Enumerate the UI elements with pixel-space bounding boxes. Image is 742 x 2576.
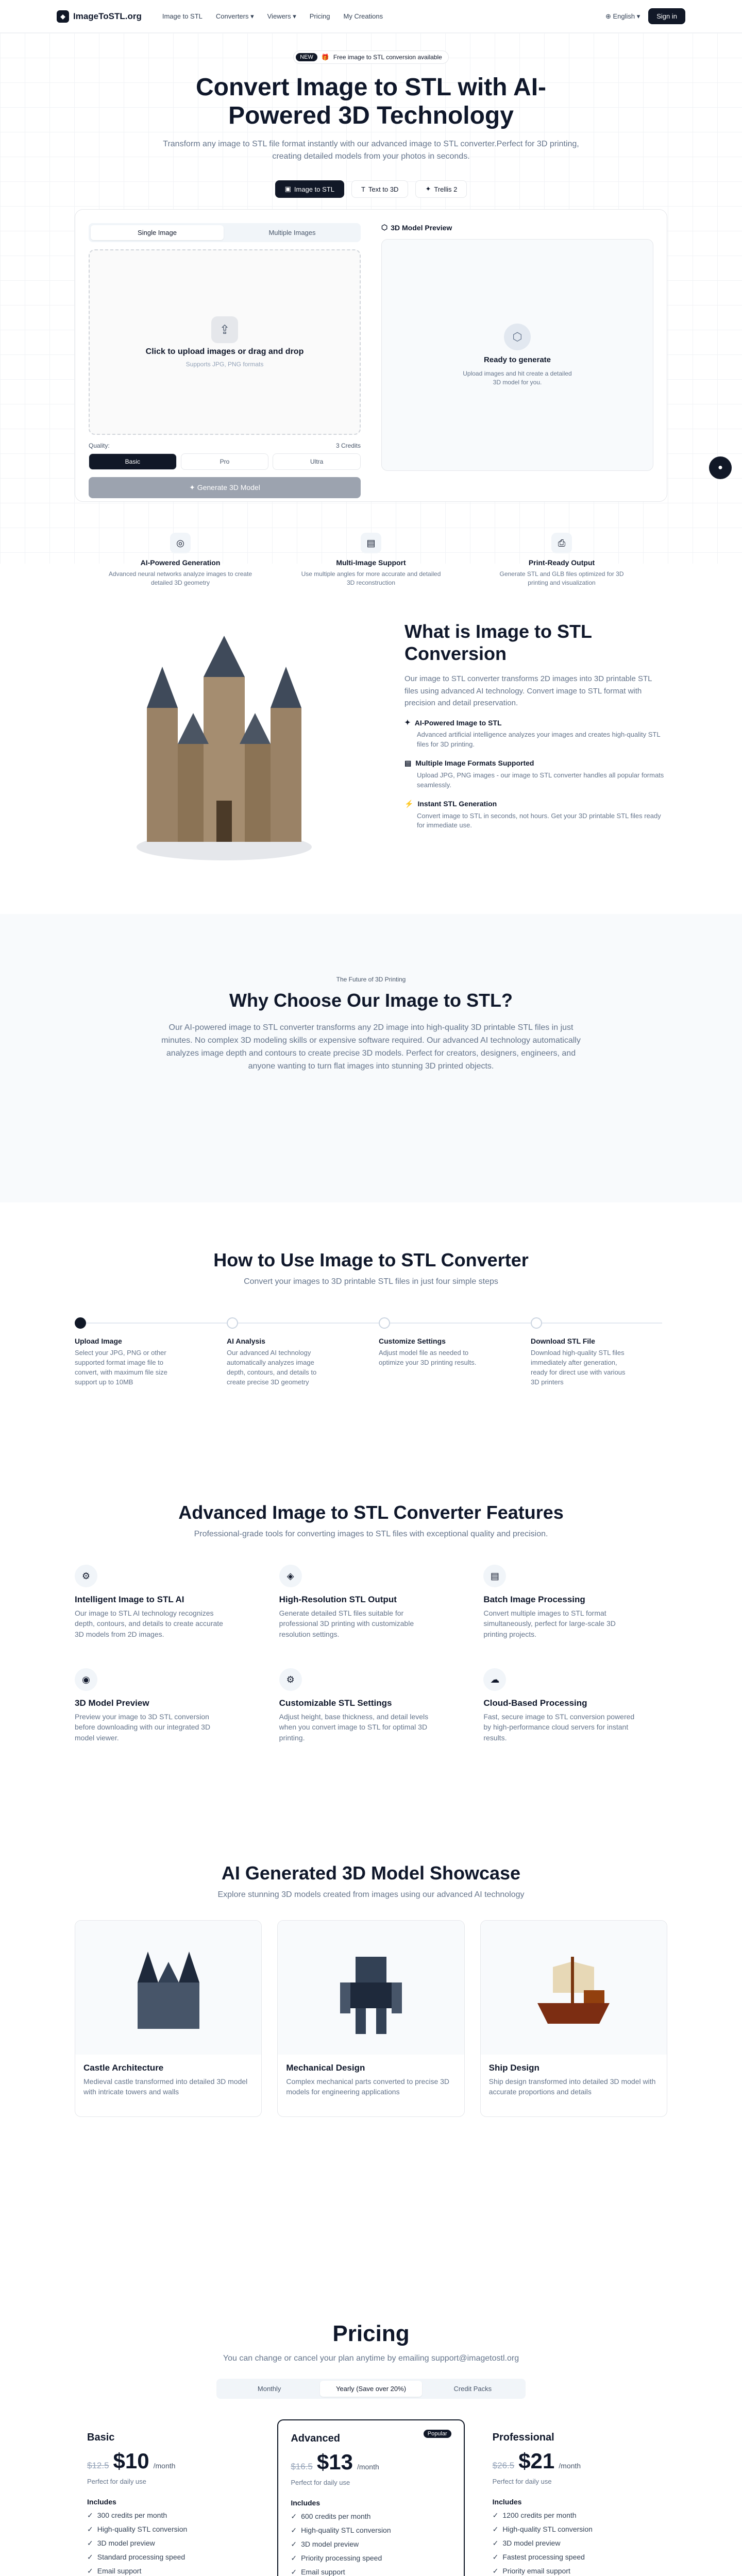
text-icon: T — [361, 185, 365, 193]
why-section — [0, 914, 742, 1202]
step-dot — [75, 1317, 86, 1329]
check-icon: ✓ — [291, 2526, 297, 2534]
ready-subtitle: Upload images and hit create a detailed 3D model for you. — [463, 370, 572, 386]
quality-pro[interactable]: Pro — [181, 453, 269, 470]
sign-in-button[interactable]: Sign in — [648, 8, 685, 24]
batch-icon: ▤ — [483, 1565, 506, 1587]
plan-card-professional: Professional $26.5 $21 /month Perfect for daily use Includes ✓ 1200 credits per month ✓ High-quality STL conversion ✓ 3D model preview ✓ Fastest processing speed ✓ Priority email support — [492, 2431, 593, 2575]
nav-link-converters[interactable]: Converters ▾ — [215, 12, 254, 20]
features-section — [0, 1491, 742, 1862]
step-download: Download STL File Download high-quality STL files immediately after generation, ready for direct use with various 3D printers — [531, 1317, 667, 1387]
preview-title: 3D Model Preview — [391, 223, 452, 232]
how-section — [0, 1202, 742, 1491]
what-body: Our image to STL converter transforms 2D images into 3D printable STL files using advanced AI technology. Convert image to STL format with precision and detail preservation. — [404, 674, 652, 707]
globe-icon: ⊕ — [605, 12, 611, 20]
check-icon: ✓ — [87, 2538, 93, 2547]
new-tag: NEW — [296, 53, 317, 61]
quality-basic[interactable]: Basic — [89, 453, 177, 470]
feature-card: ⚙ Intelligent Image to STL AI Our image to STL AI technology recognizes depth, contours, and details to create accurate 3D models from 2D images. — [75, 1565, 259, 1639]
hero-section — [0, 33, 742, 587]
what-is-section — [75, 564, 667, 914]
tab-yearly[interactable]: Yearly (Save over 20%) — [320, 2381, 421, 2397]
why-kicker: The Future of 3D Printing — [336, 976, 406, 983]
step-upload: Upload Image Select your JPG, PNG or other supported format image file to convert, with maximum file size support up to 10MB — [75, 1317, 211, 1387]
upload-image-icon: ⇪ — [211, 316, 238, 343]
nav-link-viewers[interactable]: Viewers ▾ — [267, 12, 296, 20]
dropzone-subtitle: Supports JPG, PNG formats — [185, 361, 264, 368]
ship-model-thumbnail — [481, 1921, 667, 2055]
model-preview-panel — [381, 239, 653, 471]
check-icon: ✓ — [291, 2512, 297, 2520]
tab-text-to-3d[interactable]: T Text to 3D — [351, 180, 408, 198]
what-item: ⚡ Instant STL Generation Convert image to STL in seconds, not hours. Get your 3D printable STL files ready for immediate use. — [404, 799, 661, 829]
what-title: What is Image to STL Conversion — [404, 621, 592, 665]
check-icon: ✓ — [87, 2524, 93, 2533]
check-icon: ✓ — [87, 2566, 93, 2575]
check-icon: ✓ — [291, 2539, 297, 2548]
check-icon: ✓ — [492, 2524, 499, 2533]
check-icon: ✓ — [492, 2511, 499, 2519]
feature-card: ☁ Cloud-Based Processing Fast, secure image to STL conversion powered by high-performance cloud servers for instant results. — [483, 1668, 667, 1743]
step-customize: Customize Settings Adjust model file as needed to optimize your 3D printing results. — [379, 1317, 515, 1387]
quality-label: Quality: — [89, 442, 110, 450]
settings-icon: ⚙ — [279, 1668, 302, 1691]
step-dot — [227, 1317, 238, 1329]
check-icon: ✓ — [492, 2538, 499, 2547]
plan-card-advanced: Popular Advanced $16.5 $13 /month Perfect for daily use Includes ✓ 600 credits per month ✓ High-quality STL conversion ✓ 3D model preview ✓ Priority processing speed ✓ Email support — [277, 2419, 464, 2576]
why-title: Why Choose Our Image to STL? — [229, 990, 513, 1011]
tab-multiple-images[interactable]: Multiple Images — [268, 229, 316, 237]
nav-link-pricing[interactable]: Pricing — [309, 12, 330, 20]
credits-label: 3 Credits — [335, 442, 361, 450]
plan-card-basic: Basic $12.5 $10 /month Perfect for daily use Includes ✓ 300 credits per month ✓ High-quality STL conversion ✓ 3D model preview ✓ Standard processing speed ✓ Email support — [87, 2431, 188, 2575]
feature-card: ◈ High-Resolution STL Output Generate detailed STL files suitable for professional 3D printing with customizable resolution settings. — [279, 1565, 463, 1639]
feature-multi-image: ▤ Multi-Image Support Use multiple angles for more accurate and detailed 3D reconstruction — [299, 533, 443, 587]
step-analysis: AI Analysis Our advanced AI technology automatically analyzes image depth, contours, and details to create precise 3D geometry — [227, 1317, 363, 1387]
feature-card: ◉ 3D Model Preview Preview your image to 3D STL conversion before downloading with our integrated 3D model viewer. — [75, 1668, 259, 1743]
images-icon: ▤ — [404, 758, 412, 767]
preview-cube-icon: ⬡ — [504, 324, 531, 350]
check-icon: ✓ — [492, 2552, 499, 2561]
ai-icon: ⚙ — [75, 1565, 97, 1587]
features-subtitle: Professional-grade tools for converting images to STL files with exceptional quality and precision. — [194, 1530, 548, 1539]
eye-icon: ◉ — [75, 1668, 97, 1691]
brand-name: ImageToSTL.org — [73, 11, 142, 21]
castle-model-thumbnail — [75, 1921, 261, 2055]
sparkle-icon: ✦ — [425, 185, 431, 193]
chat-icon[interactable]: ● — [709, 456, 732, 479]
how-title: How to Use Image to STL Converter — [213, 1249, 529, 1270]
showcase-section — [0, 1862, 742, 2315]
converter-card — [75, 209, 667, 502]
ai-icon: ✦ — [404, 718, 411, 727]
cube-icon: ◆ — [57, 10, 69, 23]
nav-link-image-to-stl[interactable]: Image to STL — [162, 12, 203, 20]
pricing-subtitle: You can change or cancel your plan anytime by emailing support@imagetostl.org — [223, 2353, 519, 2363]
step-dot — [531, 1317, 542, 1329]
gift-icon: 🎁 — [321, 54, 329, 61]
brand-logo[interactable] — [57, 10, 142, 23]
tab-image-to-stl[interactable]: ▣ Image to STL — [275, 180, 344, 198]
features-title: Advanced Image to STL Converter Features — [178, 1502, 564, 1523]
tab-single-image[interactable]: Single Image — [91, 225, 224, 240]
showcase-card[interactable]: Castle Architecture Medieval castle transformed into detailed 3D model with intricate towers and walls — [75, 1920, 262, 2117]
showcase-subtitle: Explore stunning 3D models created from images using our advanced AI technology — [217, 1890, 525, 1900]
top-nav — [0, 0, 742, 33]
badge-text: Free image to STL conversion available — [333, 54, 442, 61]
image-icon: ▣ — [284, 185, 291, 193]
images-icon: ▤ — [361, 533, 381, 553]
resolution-icon: ◈ — [279, 1565, 302, 1587]
printer-icon: ⎙ — [551, 533, 572, 553]
castle-model-image — [75, 615, 374, 883]
wand-icon: ✦ — [189, 483, 197, 492]
tab-trellis-2[interactable]: ✦ Trellis 2 — [415, 180, 467, 198]
language-select[interactable]: ⊕ English ▾ — [605, 12, 640, 20]
generate-button[interactable]: ✦ Generate 3D Model — [89, 477, 361, 498]
showcase-card[interactable]: Mechanical Design Complex mechanical parts converted to precise 3D models for engineering applications — [277, 1920, 464, 2117]
tab-credit-packs[interactable]: Credit Packs — [453, 2384, 492, 2393]
feature-card: ⚙ Customizable STL Settings Adjust height, base thickness, and detail levels when you convert image to STL for optimal 3D printing. — [279, 1668, 463, 1743]
showcase-card[interactable]: Ship Design Ship design transformed into detailed 3D model with accurate proportions and details — [480, 1920, 667, 2117]
feature-ai-generation: ◎ AI-Powered Generation Advanced neural networks analyze images to create detailed 3D geometry — [108, 533, 252, 587]
popular-badge: Popular — [424, 2430, 451, 2438]
nav-link-my-creations[interactable]: My Creations — [343, 12, 383, 20]
what-item: ▤ Multiple Image Formats Supported Upload JPG, PNG images - our image to STL converter handles all popular formats seamlessly. — [404, 758, 664, 789]
dropzone-title: Click to upload images or drag and drop — [145, 347, 304, 357]
cube-icon: ⬡ — [381, 223, 388, 232]
announcement-badge[interactable] — [293, 50, 449, 64]
showcase-title: AI Generated 3D Model Showcase — [221, 1862, 521, 1884]
how-subtitle: Convert your images to 3D printable STL files in just four simple steps — [244, 1277, 498, 1286]
feature-print-ready: ⎙ Print-Ready Output Generate STL and GLB files optimized for 3D printing and visualization — [490, 533, 634, 587]
what-item: ✦ AI-Powered Image to STL Advanced artificial intelligence analyzes your images and creates high-quality STL files for 3D printing. — [404, 718, 661, 748]
check-icon: ✓ — [492, 2566, 499, 2575]
mech-model-thumbnail — [278, 1921, 464, 2055]
check-icon: ✓ — [87, 2552, 93, 2561]
cloud-icon: ☁ — [483, 1668, 506, 1691]
tab-monthly[interactable]: Monthly — [257, 2384, 281, 2393]
check-icon: ✓ — [291, 2567, 297, 2576]
check-icon: ✓ — [87, 2511, 93, 2519]
hero-subtitle: Transform any image to STL file format instantly with our advanced image to STL converter.Perfect for 3D printing, creating detailed models from your photos in seconds. — [163, 140, 579, 161]
upload-dropzone[interactable] — [89, 249, 361, 435]
pricing-title: Pricing — [332, 2321, 410, 2346]
bolt-icon: ⚡ — [404, 799, 414, 808]
brain-icon: ◎ — [170, 533, 191, 553]
pricing-section — [0, 2315, 742, 2576]
hero-title: Convert Image to STL with AI-Powered 3D Technology — [195, 74, 547, 130]
why-body: Our AI-powered image to STL converter transforms any 2D image into high-quality 3D printable STL files in just minutes. No complex 3D modeling skills or expensive software required. Our advanced AI technology automatically analyzes image depth and contours to create precise 3D models. Perfect for creators, designers, engineers, and anyone wanting to turn flat images into stunning 3D printed objects. — [161, 1023, 581, 1071]
quality-ultra[interactable]: Ultra — [273, 453, 361, 470]
feature-card: ▤ Batch Image Processing Convert multiple images to STL format simultaneously, perfect for large-scale 3D printing projects. — [483, 1565, 667, 1639]
check-icon: ✓ — [291, 2553, 297, 2562]
step-dot — [379, 1317, 390, 1329]
ready-title: Ready to generate — [483, 355, 551, 365]
